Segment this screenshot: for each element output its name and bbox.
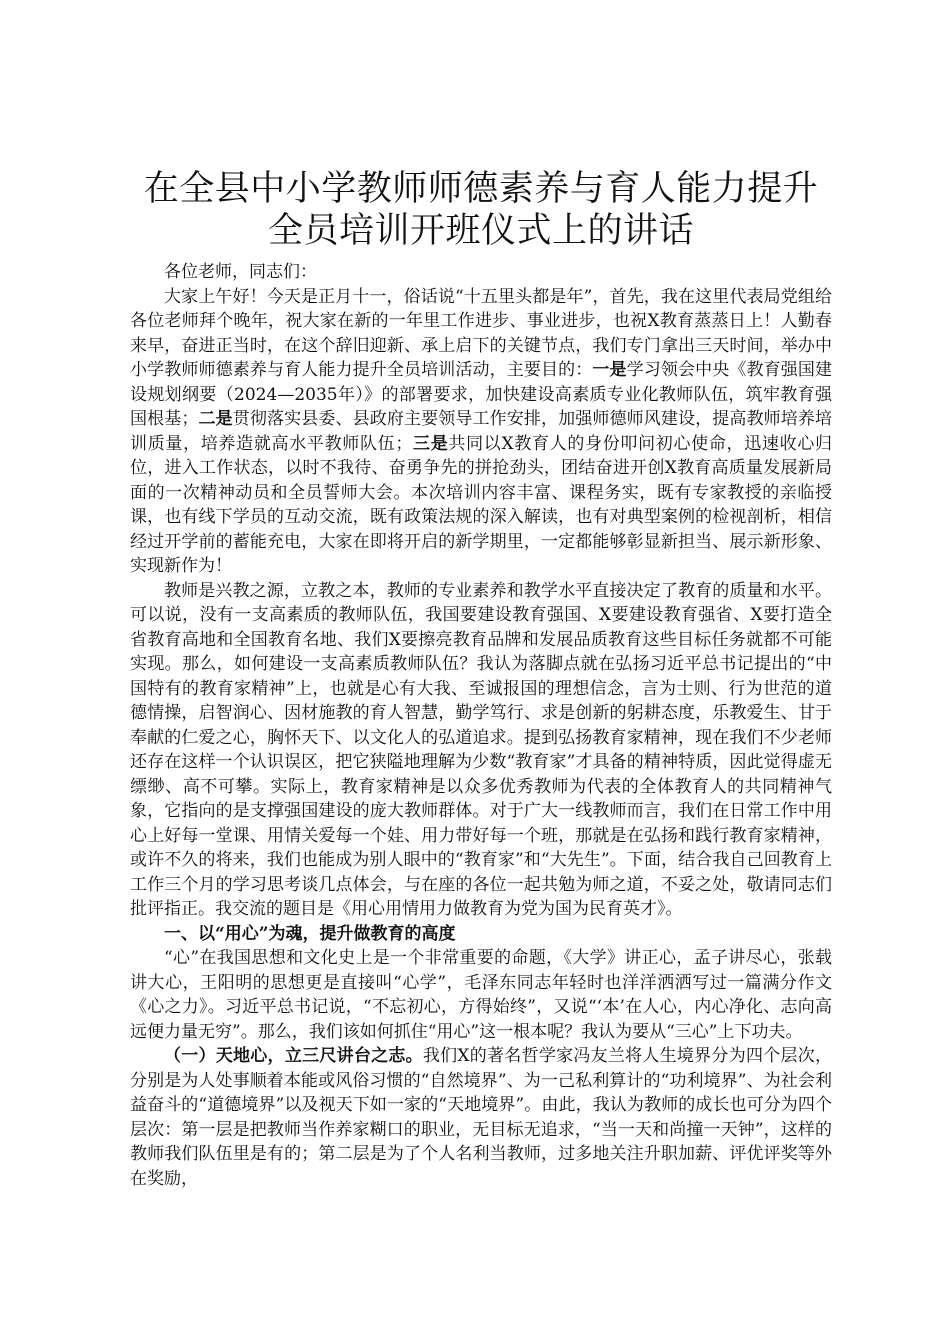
document-body — [130, 260, 832, 1191]
paragraph-subsection-1 — [130, 1044, 832, 1191]
paragraph-heart: “心”在我国思想和文化史上是一个非常重要的命题，《大学》讲正心，孟子讲尽心，张载讲大心，王阳明的思想更是直接叫“心学”，毛泽东同志年轻时也洋洋洒洒写过一篇满分作文《心之力》。习近平总书记说，“不忘初心，方得始终”，又说“‘本’在人心，内心净化、志向高远便力量无穷”。那么，我们该如何抓住“用心”这一根本呢？我认为要从“三心”上下功夫。 — [130, 948, 832, 1042]
salutation: 各位老师，同志们： — [164, 262, 317, 282]
point-two-marker: 二是 — [198, 409, 233, 429]
paragraph-teachers: 教师是兴教之源，立教之本，教师的专业素养和教学水平直接决定了教育的质量和水平。可以说，没有一支高素质的教师队伍，我国要建设教育强国、X要建设教育强省、X要打造全省教育高地和全国教育名地、我们X要擦亮教育品牌和发展品质教育这些目标任务就都不可能实现。那么，如何建设一支高素质教师队伍？我认为落脚点就在弘扬习近平总书记提出的“中国特有的教育家精神”上，也就是心有大我、至诚报国的理想信念，言为士则、行为世范的道德情操，启智润心、因材施教的育人智慧，勤学笃行、求是创新的躬耕态度，乐教爱生、甘于奉献的仁爱之心，胸怀天下、以文化人的弘道追求。提到弘扬教育家精神，现在我们不少老师还存在这样一个认识误区，把它狭隘地理解为少数“教育家”才具备的精神特质，因此觉得虚无缥缈、高不可攀。实际上，教育家精神是以众多优秀教师为代表的全体教育人的共同精神气象，它指向的是支撑强国建设的庞大教师群体。对于广大一线教师而言，我们在日常工作中用心上好每一堂课、用情关爱每一个娃、用力带好每一个班，那就是在弘扬和践行教育家精神，或许不久的将来，我们也能成为别人眼中的“教育家”和“大先生”。下面，结合我自己回教育上工作三个月的学习思考谈几点体会，与在座的各位一起共勉为师之道，不妥之处，敬请同志们批评指正。我交流的题目是《用心用情用力做教育为党为国为民育英才》。 — [130, 580, 832, 919]
paragraph-opening-text: 大家上午好！今天是正月十一，俗话说“十五里头都是年”，首先，我在这里代表局党组给各位老师拜个晚年，祝大家在新的一年里工作进步、事业进步，也祝X教育蒸蒸日上！人勤春来早，奋进正当时，在这个辞旧迎新、承上启下的关键节点，我们专门拿出三天时间，举办中小学教师师德素养与育人能力提升全员培训活动，主要目的： — [130, 286, 832, 380]
point-one-text: 学习领会中央《教育强国建设规划纲要（2024—2035年）》的部署要求，加快建设高素质专业化教师队伍，筑牢教育强国根基； — [130, 360, 832, 429]
point-two-text: 贯彻落实县委、县政府主要领导工作安排，加强师德师风建设，提高教师培养培训质量，培养造就高水平教师队伍； — [130, 409, 832, 454]
subsection-1-lead: （一）天地心，立三尺讲台之志。 — [164, 1046, 423, 1066]
paragraph-opening — [130, 285, 832, 579]
point-one-marker: 一是 — [592, 360, 627, 380]
point-three-text: 共同以X教育人的身份叩问初心使命，迅速收心归位，进入工作状态，以时不我待、奋勇争先的拼抢劲头，团结奋进开创X教育高质量发展新局面的一次精神动员和全员誓师大会。本次培训内容丰富、课程务实，既有专家教授的亲临授课，也有线下学员的互动交流，既有政策法规的深入解读，也有对典型案例的检视剖析，相信经过开学前的蓄能充电，大家在即将开启的新学期里，一定都能够彰显新担当、展示新形象、实现新作为！ — [130, 433, 833, 576]
point-three-marker: 三是 — [412, 433, 449, 454]
document-title: 在全县中小学教师师德素养与育人能力提升全员培训开班仪式上的讲话 — [143, 169, 819, 251]
section-heading-1: 一、以“用心”为魂，提升做教育的高度 — [164, 923, 456, 944]
subsection-1-text: 我们X的著名哲学家冯友兰将人生境界分为四个层次，分别是为人处事顺着本能或风俗习惯的“自然境界”、为一己私利算计的“功利境界”、为社会利益奋斗的“道德境界”以及视天下如一家的“天地境界”。由此，我认为教师的成长也可分为四个层次：第一层是把教师当作养家糊口的职业，无目标无追求，“当一天和尚撞一天钟”，这样的教师我们队伍里是有的；第二层是为了个人名利当教师，过多地关注升职加薪、评优评奖等外在奖励， — [130, 1046, 832, 1189]
